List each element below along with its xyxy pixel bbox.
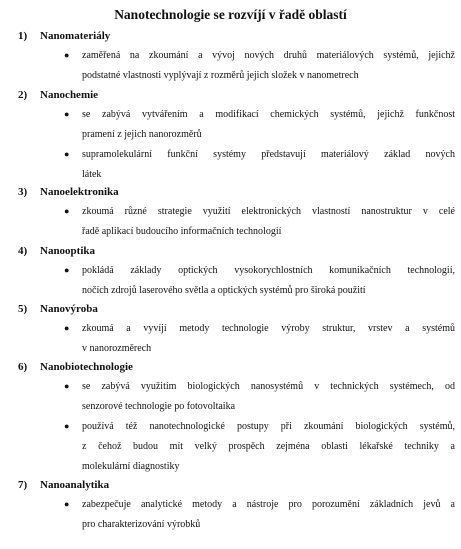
section-heading <box>18 360 133 374</box>
section-heading <box>18 244 95 258</box>
section-title: Nanoelektronika <box>40 186 119 198</box>
bullet-line: zabezpečuje analytické metody a nástroje pro porozumění základních jevů a <box>82 499 455 510</box>
bullet-item <box>64 261 455 301</box>
bullet-line: látek <box>82 169 102 180</box>
section-heading <box>18 29 110 43</box>
bullet-line: zkoumá a vyvíjí metody technologie výroby struktur, vrstev a systémů <box>82 323 455 334</box>
bullet-icon: ● <box>64 149 70 159</box>
bullet-item <box>64 495 455 535</box>
bullet-line: řadě aplikací budoucího informačních technologií <box>82 226 282 237</box>
bullet-line: molekulární diagnostiky <box>82 461 180 472</box>
bullet-item <box>64 319 455 359</box>
bullet-item <box>64 417 455 477</box>
bullet-line: pokládá základy optických vysokorychlostních komunikačních technologií, <box>82 265 455 276</box>
bullet-icon: ● <box>64 421 70 431</box>
bullet-item <box>64 145 455 185</box>
bullet-line: se zabývá vytvářením a modifikací chemických systémů, jejichž funkčnost <box>82 109 455 120</box>
bullet-line: senzorové technologie po fotovoltaika <box>82 401 236 412</box>
bullet-line: používá též nanotechnologické postupy při zkoumání biologických systémů, <box>82 421 455 432</box>
bullet-line: pramení z jejich nanorozměrů <box>82 129 202 140</box>
bullet-item <box>64 46 455 86</box>
bullet-icon: ● <box>64 109 70 119</box>
bullet-line: nočích zdrojů laserového světla a optických systémů pro široká použití <box>82 285 366 296</box>
bullet-item <box>64 202 455 242</box>
bullet-line: zaměřená na zkoumání a vývoj nových druhů materiálových systémů, jejichž <box>82 50 455 61</box>
section-number: 4) <box>18 245 28 257</box>
bullet-icon: ● <box>64 265 70 275</box>
section-number: 3) <box>18 186 28 198</box>
section-heading <box>18 478 109 492</box>
section-heading <box>18 185 119 199</box>
bullet-item <box>64 377 455 417</box>
bullet-item <box>64 105 455 145</box>
section-heading <box>18 302 98 316</box>
section-title: Nanoanalytika <box>40 479 110 491</box>
bullet-line: pro charakterizování výrobků <box>82 519 201 530</box>
bullet-line: se zabývá využitím biologických nanosystémů v technických systémech, od <box>82 381 455 392</box>
section-number: 2) <box>18 89 28 101</box>
section-number: 6) <box>18 361 28 373</box>
section-title: Nanochemie <box>40 89 99 101</box>
section-number: 5) <box>18 303 28 315</box>
section-number: 1) <box>18 30 28 42</box>
bullet-icon: ● <box>64 381 70 391</box>
section-heading <box>18 88 98 102</box>
bullet-line: z čehož budou mít velký prospěch zejména oblasti lékařské techniky a <box>82 441 455 452</box>
document-title: Nanotechnologie se rozvíjí v řadě oblastí <box>114 7 347 22</box>
section-title: Nanomateriály <box>40 30 111 42</box>
section-title: Nanovýroba <box>40 303 98 315</box>
section-title: Nanooptika <box>40 245 96 257</box>
bullet-line: supramolekulární funkční systémy představují materiálový základ nových <box>82 149 455 160</box>
bullet-icon: ● <box>64 50 70 60</box>
section-number: 7) <box>18 479 28 491</box>
bullet-icon: ● <box>64 206 70 216</box>
bullet-icon: ● <box>64 323 70 333</box>
bullet-line: v nanorozměrech <box>82 343 152 354</box>
bullet-line: zkoumá různé strategie využití elektronických vlastností nanostruktur v celé <box>82 206 455 217</box>
bullet-icon: ● <box>64 499 70 509</box>
bullet-line: podstatné vlastnosti vyplývají z rozměrů jejich složek v nanometrech <box>82 70 359 81</box>
section-title: Nanobiotechnologie <box>40 361 133 373</box>
